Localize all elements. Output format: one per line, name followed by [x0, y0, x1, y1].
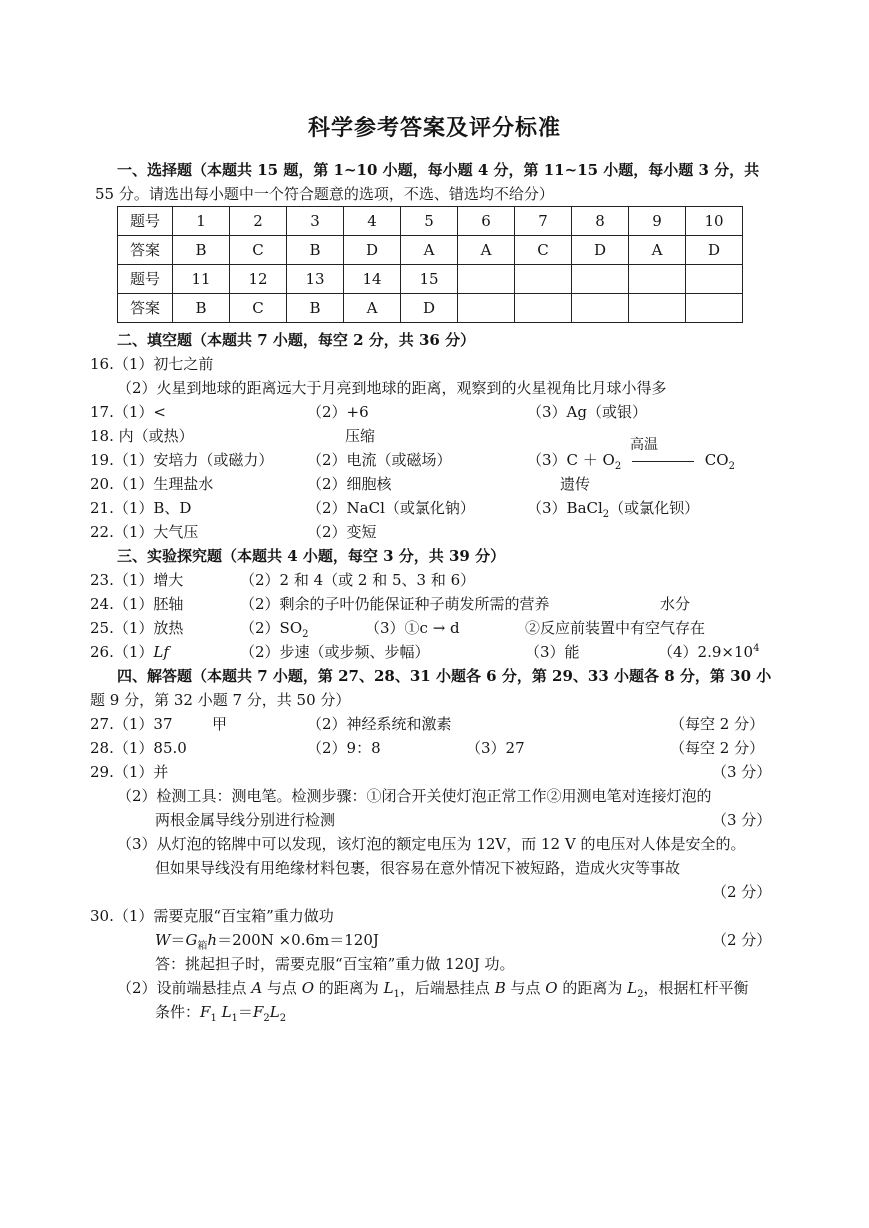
score-29-3: （2 分）: [712, 883, 772, 901]
table-row: [118, 294, 743, 323]
answer-30-1: 30.（1）需要克服“百宝箱”重力做功: [90, 907, 334, 925]
answer-27-1b: 甲: [212, 715, 228, 733]
calculation: ＝200N ×0.6m＝120J: [217, 931, 379, 949]
answer-24-1: 24.（1）胚轴: [90, 595, 184, 613]
text: ，后端悬挂点: [399, 979, 495, 997]
answer-29-2-line1: （2）检测工具：测电笔。检测步骤：①闭合开关使灯泡正常工作②用测电笔对连接灯泡的: [117, 787, 712, 805]
answer-25-3: （3）①c → d: [365, 619, 460, 637]
table-cell: [686, 294, 743, 323]
section4-header-line2: 题 9 分，第 32 小题 7 分，共 50 分）: [90, 691, 351, 709]
answer-21-3: [527, 498, 699, 518]
text: 的距离为: [557, 979, 628, 997]
table-cell: 5: [401, 207, 458, 236]
variable: O: [301, 979, 315, 997]
text: 与点: [505, 979, 546, 997]
section4-header-line1: 四、解答题（本题共 7 小题，第 27、28、31 小题各 6 分，第 29、33 小题各 8 分，第 30 小: [117, 667, 772, 685]
table-cell: [458, 294, 515, 323]
table-cell: D: [686, 236, 743, 265]
table-cell: 题号: [118, 265, 173, 294]
section3-header: 三、实验探究题（本题共 4 小题，每空 3 分，共 39 分）: [117, 547, 506, 565]
answer-20-1: 20.（1）生理盐水: [90, 475, 214, 493]
table-cell: C: [230, 236, 287, 265]
table-cell: 10: [686, 207, 743, 236]
section1-header-line2: 55 分。请选出每小题中一个符合题意的选项，不选、错选均不给分）: [95, 185, 554, 203]
equation-reactants: （3）C ＋ O: [527, 451, 615, 469]
subscript: 2: [279, 1013, 287, 1024]
equals-line: [632, 461, 694, 462]
table-cell: 3: [287, 207, 344, 236]
answer-30-2-line1: [117, 978, 748, 998]
answer-20-3: 遗传: [560, 475, 591, 493]
answer-30-1-formula: [155, 930, 379, 950]
score-27: （每空 2 分）: [670, 715, 765, 733]
variable: F: [252, 1003, 264, 1021]
answer-27-2: （2）神经系统和激素: [307, 715, 452, 733]
table-cell: 11: [173, 265, 230, 294]
variable: L: [216, 1003, 232, 1021]
table-row: [118, 207, 743, 236]
table-cell: [572, 294, 629, 323]
answer-19-1: 19.（1）安培力（或磁力）: [90, 451, 274, 469]
score-30-1: （2 分）: [712, 931, 772, 949]
answer-22-1: 22.（1）大气压: [90, 523, 199, 541]
table-cell: 1: [173, 207, 230, 236]
table-cell: 13: [287, 265, 344, 294]
answer-19-2: （2）电流（或磁场）: [307, 451, 452, 469]
table-cell: B: [173, 236, 230, 265]
table-cell: B: [173, 294, 230, 323]
variable: L: [383, 979, 394, 997]
variable: B: [494, 979, 506, 997]
answer-17-1: 17.（1）<: [90, 403, 166, 421]
score-29-1: （3 分）: [712, 763, 772, 781]
subscript: 2: [263, 1013, 270, 1024]
choice-answer-table: [117, 206, 743, 323]
table-cell: 答案: [118, 236, 173, 265]
text: 与点: [262, 979, 302, 997]
answer-21-2: （2）NaCl（或氯化钠）: [307, 499, 475, 517]
table-cell: 4: [344, 207, 401, 236]
table-cell: 7: [515, 207, 572, 236]
equation-product: CO: [704, 451, 729, 469]
answer-20-2: （2）细胞核: [307, 475, 392, 493]
score-28: （每空 2 分）: [670, 739, 765, 757]
answer-26-1: [90, 642, 169, 662]
text: 的距离为: [314, 979, 384, 997]
answer-17-3: （3）Ag（或银）: [527, 403, 647, 421]
answer-16-1: 16.（1）初七之前: [90, 355, 214, 373]
answer-21-1: 21.（1）B、D: [90, 499, 192, 517]
text: ，根据杠杆平衡: [643, 979, 749, 997]
equals: ＝: [170, 931, 186, 949]
table-cell: 答案: [118, 294, 173, 323]
answer-27-1: 27.（1）37: [90, 715, 173, 733]
table-cell: A: [401, 236, 458, 265]
answer-23-2: （2）2 和 4（或 2 和 5、3 和 6）: [240, 571, 476, 589]
score-29-2: （3 分）: [712, 811, 772, 829]
table-cell: A: [458, 236, 515, 265]
superscript: 4: [753, 643, 760, 654]
table-cell: [458, 265, 515, 294]
variable: O: [545, 979, 558, 997]
table-cell: [515, 265, 572, 294]
variable: W: [155, 931, 171, 949]
table-cell: 题号: [118, 207, 173, 236]
equals: ＝: [237, 1003, 253, 1021]
subscript: 2: [637, 989, 644, 1000]
table-cell: C: [515, 236, 572, 265]
table-cell: A: [344, 294, 401, 323]
subscript: 2: [302, 629, 309, 640]
table-cell: [629, 294, 686, 323]
table-cell: A: [629, 236, 686, 265]
value: （4）2.9×10: [658, 643, 754, 661]
answer-16-2: （2）火星到地球的距离远大于月亮到地球的距离，观察到的火星视角比月球小得多: [117, 379, 667, 397]
reaction-condition: [626, 437, 700, 470]
answer-25-1: 25.（1）放热: [90, 619, 184, 637]
table-cell: B: [287, 236, 344, 265]
subscript: 1: [393, 989, 400, 1000]
formula: （3）BaCl: [527, 499, 603, 517]
table-cell: 14: [344, 265, 401, 294]
subscript: 1: [231, 1013, 238, 1024]
variable: A: [251, 979, 263, 997]
table-cell: C: [230, 294, 287, 323]
subscript: 2: [602, 509, 610, 520]
answer-17-2: （2）+6: [307, 403, 369, 421]
answer-30-1-conclusion: 答：挑起担子时，需要克服“百宝箱”重力做 120J 功。: [155, 955, 515, 973]
section1-header-line1: 一、选择题（本题共 15 题，第 1~10 小题，每小题 4 分，第 11~15 小题，每小题 3 分，共: [117, 161, 760, 179]
table-cell: B: [287, 294, 344, 323]
variable: G: [185, 931, 198, 949]
answer-24-2: （2）剩余的子叶仍能保证种子萌发所需的营养: [240, 595, 550, 613]
table-cell: 8: [572, 207, 629, 236]
formula: （2）SO: [240, 619, 303, 637]
variable: L: [269, 1003, 280, 1021]
table-cell: 6: [458, 207, 515, 236]
table-cell: [686, 265, 743, 294]
answer-29-2-line2: 两根金属导线分别进行检测: [155, 811, 336, 829]
variable: L: [627, 979, 638, 997]
answer-25-2: [240, 618, 309, 638]
page-title: 科学参考答案及评分标准: [307, 115, 561, 141]
answer-29-1: 29.（1）并: [90, 763, 169, 781]
subscript: 1: [210, 1013, 217, 1024]
formula-note: （或氯化钡）: [609, 499, 700, 517]
answer-26-4: [658, 642, 759, 662]
answer-26-3: （3）能: [525, 643, 580, 661]
table-cell: 12: [230, 265, 287, 294]
text: （2）设前端悬挂点: [117, 979, 252, 997]
answer-30-2-line2: [155, 1002, 286, 1022]
section2-header: 二、填空题（本题共 7 小题，每空 2 分，共 36 分）: [117, 331, 476, 349]
answer-22-2: （2）变短: [307, 523, 377, 541]
text: 条件：: [155, 1003, 201, 1021]
answer-23-1: 23.（1）增大: [90, 571, 184, 589]
table-row: [118, 236, 743, 265]
subscript: 2: [614, 461, 622, 472]
answer-18-1: 18. 内（或热）: [90, 427, 194, 445]
subscript: 箱: [197, 941, 208, 952]
condition-label: 高温: [630, 437, 659, 453]
table-cell: 9: [629, 207, 686, 236]
subscript: 2: [728, 461, 735, 472]
answer-18-2: 压缩: [345, 427, 376, 445]
answer-28-3: （3）27: [466, 739, 525, 757]
table-cell: D: [401, 294, 458, 323]
variable: Lf: [153, 643, 169, 661]
answer-28-2: （2）9：8: [307, 739, 381, 757]
table-cell: [515, 294, 572, 323]
table-cell: D: [572, 236, 629, 265]
table-cell: [572, 265, 629, 294]
answer-29-3-line1: （3）从灯泡的铭牌中可以发现，该灯泡的额定电压为 12V，而 12 V 的电压对人体是安全的。: [117, 835, 746, 853]
answer-24-3: 水分: [660, 595, 691, 613]
answer-25-4: ②反应前装置中有空气存在: [525, 619, 706, 637]
table-cell: 15: [401, 265, 458, 294]
answer-28-1: 28.（1）85.0: [90, 739, 187, 757]
answer-29-3-line2: 但如果导线没有用绝缘材料包裹，很容易在意外情况下被短路，造成火灾等事故: [155, 859, 681, 877]
answer-26-2: （2）步速（或步频、步幅）: [240, 643, 430, 661]
variable: F: [200, 1003, 211, 1021]
table-row: [118, 265, 743, 294]
variable: h: [207, 931, 218, 949]
table-cell: D: [344, 236, 401, 265]
table-cell: 2: [230, 207, 287, 236]
table-cell: [629, 265, 686, 294]
answer-19-3-equation: [527, 437, 735, 472]
answer-number: 26.（1）: [90, 643, 154, 661]
